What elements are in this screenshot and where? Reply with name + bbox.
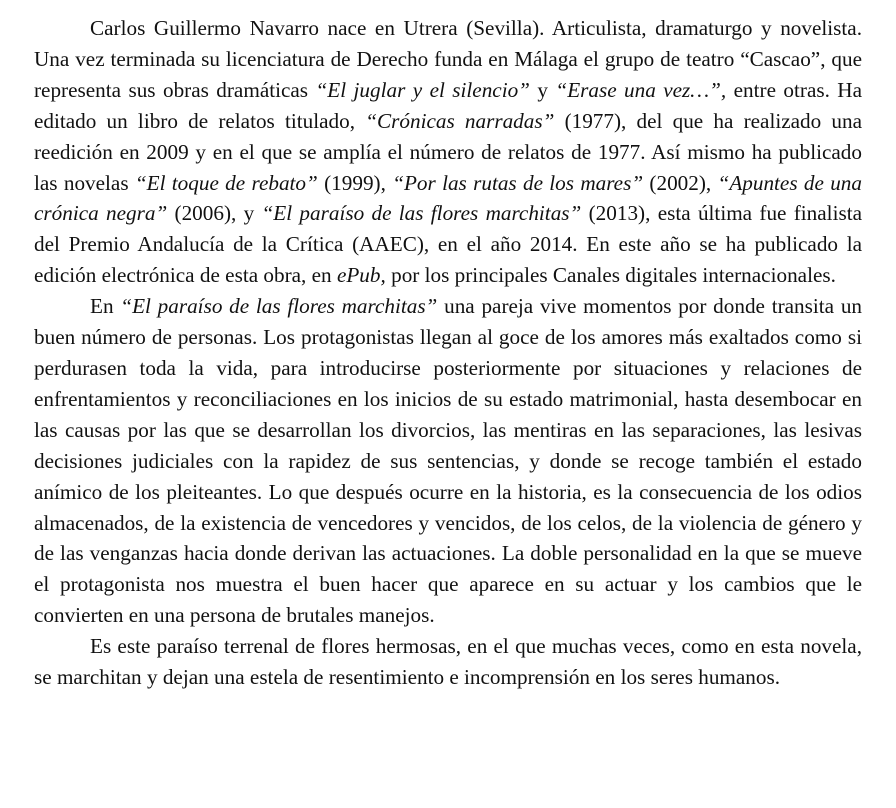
italic-title-text: “Erase una vez…”, <box>555 77 727 102</box>
text-run: una pareja vive momentos por donde transita un buen número de personas. Los protagonistas llegan al goce de los amores más exaltados como si perdurasen toda la vida, para introducirse posteriormente por situaciones y relaciones de enfrentamientos y reconciliaciones en los inicios de su estado matrimonial, hasta desembocar en las causas por las que se desarrollan los divorcios, las mentiras en las separaciones, las lesivas decisiones judiciales con la rapidez de sus sentencias, y donde se recoge también el estado anímico de los pleiteantes. Lo que después ocurre en la historia, es la consecuencia de los odios almacenados, de la existencia de vencedores y vencidos, de los celos, de la violencia de género y de las venganzas hacia donde derivan las actuaciones. La doble personalidad en la que se mueve el protagonista nos muestra el buen hacer que aparece en su actuar y los cambios que le convierten en una persona de brutales manejos. <box>34 294 863 628</box>
text-run: En <box>90 294 121 319</box>
text-run: (1999), <box>317 170 393 195</box>
paragraph-author-bio <box>34 13 862 291</box>
text-run: Es este paraíso terrenal de flores hermosas, en el que muchas veces, como en esta novela, se marchitan y dejan una estela de resentimiento e incomprensión en los seres humanos. <box>34 634 862 690</box>
italic-title-text: “Apuntes de una crónica negra” <box>34 170 862 226</box>
text-run: (1977), del que ha realizado una reedición en 2009 y en el que se amplía el número de relatos de 1977. Así mismo ha publicado las novelas <box>34 108 862 195</box>
text-run: Carlos Guillermo Navarro nace en Utrera (Sevilla). Articulista, dramaturgo y novelista. Una vez terminada su licenciatura de Derecho funda en Málaga el grupo de teatro “Cascao”, que representa sus obras dramáticas <box>34 16 862 102</box>
text-run: (2006), y <box>167 201 262 226</box>
italic-title-text: “Crónicas narradas” <box>365 108 555 133</box>
italic-title-text: “El paraíso de las flores marchitas” <box>261 201 582 226</box>
italic-title-text: “El juglar y el silencio” <box>315 77 530 102</box>
italic-title-text: “Por las rutas de los mares” <box>392 170 644 195</box>
text-run: entre otras. Ha editado un libro de relatos titulado, <box>34 77 863 133</box>
italic-title-text: “El toque de rebato” <box>134 170 318 195</box>
text-run: por los principales Canales digitales internacionales. <box>385 263 836 288</box>
italic-title-text: “El paraíso de las flores marchitas” <box>120 294 438 319</box>
text-run: (2013), esta última fue finalista del Premio Andalucía de la Crítica (AAEC), en el año 2014. En este año se ha publicado la edición electrónica de esta obra, en <box>34 201 862 288</box>
paragraph-novel-summary <box>34 291 862 631</box>
italic-title-text: ePub, <box>336 263 386 288</box>
paragraph-closing <box>34 631 862 693</box>
text-run: (2002), <box>643 170 718 195</box>
text-run: y <box>529 77 556 102</box>
